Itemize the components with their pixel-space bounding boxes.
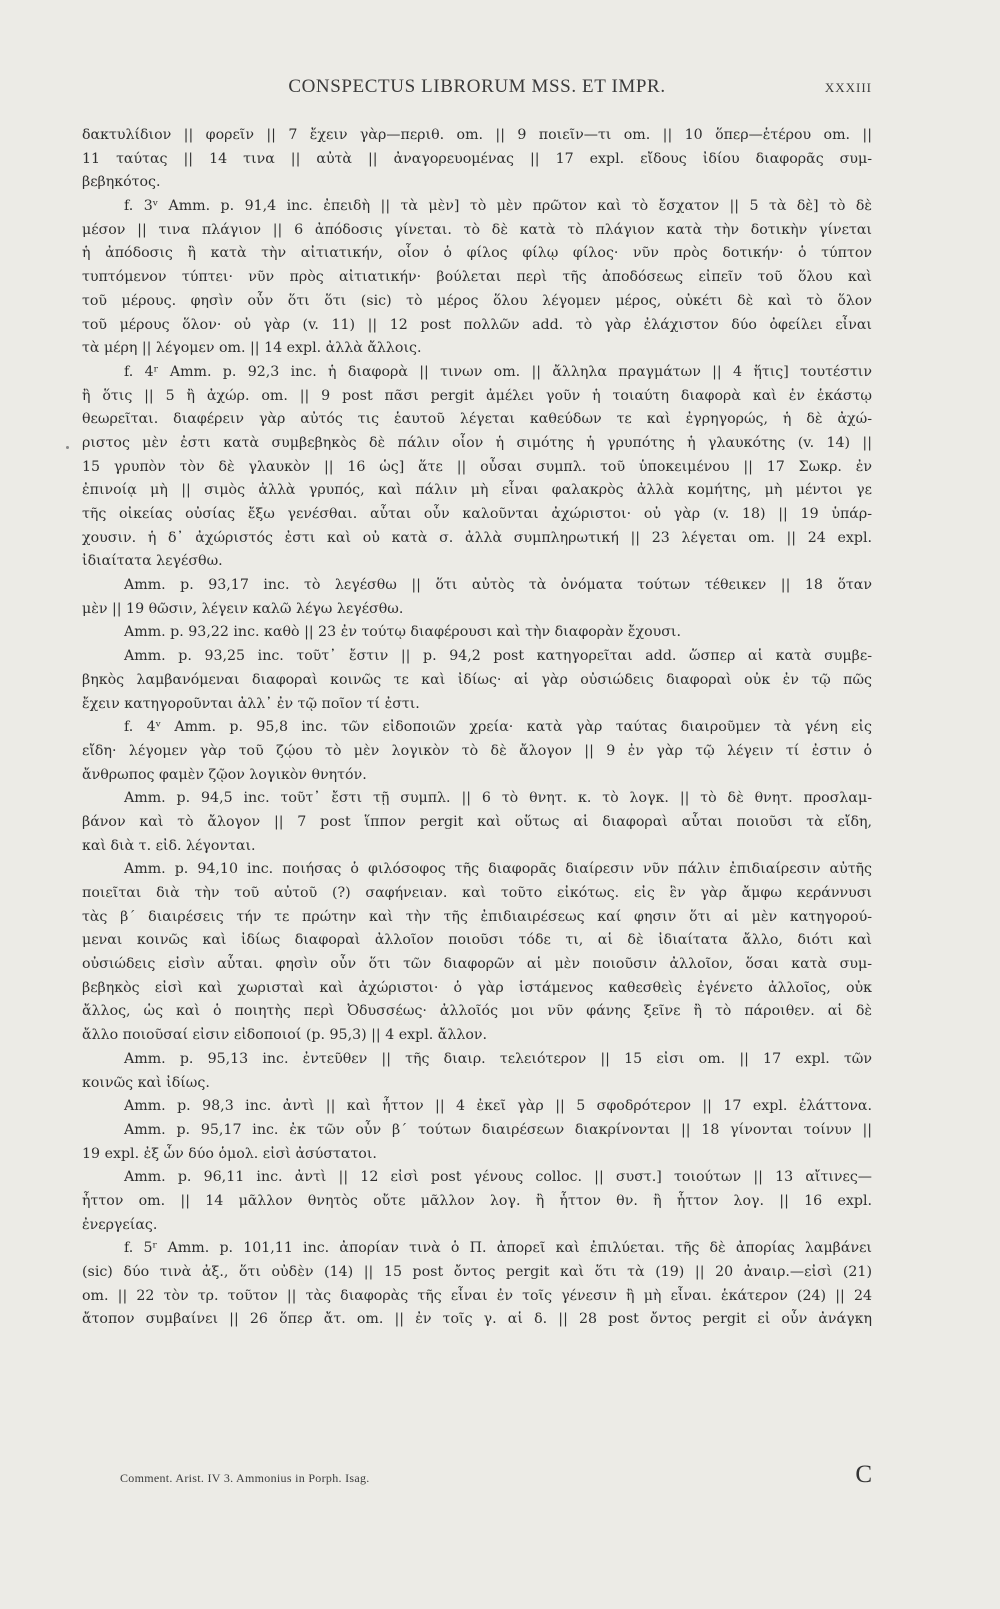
text-line: f. 4ᵛ Amm. p. 95,8 inc. τῶν εἰδοποιῶν χρεία· κατὰ γὰρ ταύτας διαιροῦμεν τὰ γένη εἰς (124, 719, 872, 736)
text-line: ἄλλο ποιοῦσαί εἰσιν εἰδοποιοί (p. 95,3) || 4 expl. ἄλλον. (82, 1027, 488, 1044)
signature-mark: C (855, 1461, 872, 1488)
text-line: ποιεῖται διὰ τὴν τοῦ αὐτοῦ (?) σαφήνειαν. καὶ τοῦτο εἰκότως. εἰς ἓν γὰρ ἄμφω κεράννυσι (82, 885, 872, 901)
text-line: f. 3ᵛ Amm. p. 91,4 inc. ἐπειδὴ || τὰ μὲν] τὸ μὲν πρῶτον καὶ τὸ ἔσχατον || 5 τὰ δὲ] τὸ δὲ (124, 198, 872, 215)
text-line: κοινῶς καὶ ἰδίως. (82, 1074, 210, 1091)
text-line: Amm. p. 94,10 inc. ποιήσας ὁ φιλόσοφος τῆς διαφορᾶς διαίρεσιν νῦν πάλιν ἐπιδιαίρεσιν αὐτῆς (124, 861, 872, 878)
text-line: χουσιν. ἡ δ᾽ ἀχώριστός ἐστι καὶ οὐ κατὰ σ. ἀλλὰ συμπληρωτική || 23 λέγεται om. || 24 expl. (82, 529, 872, 546)
text-line: εἴδη· λέγομεν γὰρ τοῦ ζῴου τὸ μὲν λογικὸν τὸ δὲ ἄλογον || 9 ἐν γὰρ τῷ λέγειν τί ἐστιν ὁ (82, 742, 872, 759)
text-line: ἡ ἀπόδοσις ἢ κατὰ τὴν αἰτιατικήν, οἷον ὁ φίλος φίλῳ φίλος· νῦν πρὸς δοτικήν· ὁ τύπτον (82, 245, 872, 262)
text-line: om. || 22 τὸν τρ. τοῦτον || τὰς διαφορὰς τῆς εἶναι ἐν τοῖς γένεσιν ἢ μὴ εἶναι. ἑκάτερον (24) || 24 (82, 1287, 872, 1304)
text-line: ριστος μὲν ἐστι κατὰ συμβεβηκὸς δὲ πάλιν οἷον ἡ σιμότης ἡ γρυπότης ἡ γλαυκότης (v. 14) || (82, 434, 872, 451)
text-line: ἢ ὅτις || 5 ἢ ἀχώρ. om. || 9 post πᾶσι pergit ἀμέλει γοῦν ἡ τοιαύτη διαφορὰ καὶ ἐν ἑκάστῳ (82, 387, 872, 404)
text-line: Amm. p. 95,13 inc. ἐντεῦθεν || τῆς διαιρ. τελειότερον || 15 εἰσι om. || 17 expl. τῶν (124, 1050, 872, 1067)
page-title: CONSPECTUS LIBRORUM MSS. ET IMPR. (288, 76, 666, 97)
text-line: Amm. p. 96,11 inc. ἀντὶ || 12 εἰσὶ post γένους colloc. || συστ.] τοιούτων || 13 αἴτινες— (124, 1169, 872, 1186)
text-line: βάνον καὶ τὸ ἄλογον || 7 post ἵππον pergit καὶ οὕτως αἱ διαφοραὶ αὗται ποιοῦσι τὰ εἴδη, (82, 813, 872, 830)
text-line: f. 4ʳ Amm. p. 92,3 inc. ἡ διαφορὰ || τινων om. || ἄλληλα πραγμάτων || 4 ἥτις] τουτέστιν (124, 363, 872, 380)
text-line: f. 5ʳ Amm. p. 101,11 inc. ἀπορίαν τινὰ ὁ Π. ἀπορεῖ καὶ ἐπιλύεται. τῆς δὲ ἀπορίας λαμβάνει (124, 1240, 872, 1257)
text-line: δακτυλίδιον || φορεῖν || 7 ἔχειν γὰρ—περιθ. om. || 9 ποιεῖν—τι om. || 10 ὅπερ—ἑτέρου om. || (82, 127, 872, 143)
text-line: ἧττον om. || 14 μᾶλλον θνητὸς οὔτε μᾶλλον λογ. ἢ ἧττον θν. ἢ ἧττον λογ. || 16 expl. (82, 1192, 872, 1209)
text-line: Amm. p. 95,17 inc. ἐκ τῶν οὖν β´ τούτων διαιρέσεων διακρίνονται || 18 γίνονται τοίνυν || (124, 1121, 872, 1138)
text-line: ἐνεργείας. (82, 1216, 158, 1233)
text-line: βηκὸς λαμβανόμεναι διαφοραὶ κοινῶς τε καὶ ἰδίως· αἱ γὰρ οὐσιώδεις διαφοραὶ οὐκ ἐν τῷ πῶς (82, 671, 872, 688)
text-line: ἄνθρωπος φαμὲν ζῷον λογικὸν θνητόν. (82, 766, 367, 783)
running-head (82, 76, 872, 100)
text-line: τοῦ μέρους. φησὶν οὖν ὅτι ὅτι (sic) τὸ μέρος ὅλου λέγομεν μέρος, οὐκέτι δὲ καὶ τὸ ὅλον (82, 292, 872, 309)
text-line: ἄλλος, ὡς καὶ ὁ ποιητὴς περὶ Ὀδυσσέως· ἀλλοῖός μοι νῦν φάνης ξεῖνε ἢ τὸ πάροιθεν. αἱ δὲ (82, 1003, 872, 1020)
apparatus-text (82, 124, 872, 1332)
text-line: τοῦ μέρους ὅλον· οὐ γὰρ (v. 11) || 12 post πολλῶν add. τὸ γὰρ ἐλάχιστον δύο ὀφείλει εἶναι (82, 316, 872, 333)
text-line: θεωρεῖται. διαφέρειν γὰρ αὐτός τις ἑαυτοῦ λέγεται καθεύδων τε καὶ ἐγρηγορώς, ἡ δὲ ἀχώ- (82, 411, 872, 428)
text-line: 11 ταύτας || 14 τινα || αὐτὰ || ἀναγορευομένας || 17 expl. εἴδους ἰδίου διαφορᾶς συμ- (82, 150, 872, 167)
text-line: ἔχειν κατηγοροῦνται ἀλλ᾽ ἐν τῷ ποῖον τί ἐστι. (82, 695, 420, 712)
text-line: (sic) δύο τινὰ ἀξ., ὅτι οὐδὲν (14) || 15 post ὄντος pergit καὶ ὅτι τὰ (19) || 20 ἀναιρ.—εἰσὶ (21) (82, 1264, 872, 1280)
text-line: Amm. p. 93,25 inc. τοῦτ᾽ ἔστιν || p. 94,2 post κατηγορεῖται add. ὥσπερ αἱ κατὰ συμβε- (124, 648, 872, 665)
text-line: Amm. p. 94,5 inc. τοῦτ᾽ ἔστι τῇ συμπλ. || 6 τὸ θνητ. κ. τὸ λογκ. || τὸ δὲ θνητ. προσλαμ- (124, 790, 872, 807)
page-number: XXXIII (824, 80, 872, 95)
text-line: βεβηκότος. (82, 174, 161, 191)
text-line: Amm. p. 93,17 inc. τὸ λεγέσθω || ὅτι αὐτὸς τὰ ὀνόματα τούτων τέθεικεν || 18 ὅταν (124, 577, 872, 594)
text-line: ἄτοπον συμβαίνει || 26 ὅπερ ἄτ. om. || ἐν τοῖς γ. αἱ δ. || 28 post ὄντος pergit εἰ οὖν ἀνάγκη (82, 1311, 872, 1328)
footer-note: Comment. Arist. IV 3. Ammonius in Porph. Isag. (120, 1471, 370, 1485)
text-line: βεβηκὸς εἰσὶ καὶ χωρισταὶ καὶ ἀχώριστοι· ὁ γὰρ ἱστάμενος καθεσθεὶς ἐγένετο ἀλλοῖος, οὐκ (82, 979, 872, 996)
text-line: 15 γρυπὸν τὸν δὲ γλαυκὸν || 16 ὡς] ἅτε || οὖσαι συμπλ. τοῦ ὑποκειμένου || 17 Σωκρ. ἐν (82, 458, 872, 475)
text-line: μὲν || 19 θῶσιν, λέγειν καλῶ λέγω λεγέσθω. (82, 600, 404, 617)
text-line: τὰ μέρη || λέγομεν om. || 14 expl. ἀλλὰ ἄλλοις. (82, 340, 422, 357)
text-line: τυπτόμενον τύπτει· νῦν πρὸς αἰτιατικήν· βούλεται περὶ τῆς ἀποδόσεως εἰπεῖν τοῦ ὅλου καὶ (82, 269, 872, 286)
text-line: Amm. p. 93,22 inc. καθὸ || 23 ἐν τούτῳ διαφέρουσι καὶ τὴν διαφορὰν ἔχουσι. (124, 624, 681, 641)
page-footer (120, 1461, 872, 1491)
text-line: οὐσιώδεις εἰσὶν αὗται. φησὶν οὖν ὅτι τῶν διαφορῶν αἱ μὲν ποιοῦσιν ἀλλοῖον, ὅσαι κατὰ συμ- (82, 956, 872, 973)
margin-mark (66, 446, 69, 449)
text-line: Amm. p. 98,3 inc. ἀντὶ || καὶ ἧττον || 4 ἐκεῖ γὰρ || 5 σφοδρότερον || 17 expl. ἐλάττονα. (124, 1098, 872, 1115)
text-line: μέσον || τινα πλάγιον || 6 ἀπόδοσις γίνεται. τὸ δὲ κατὰ τὸ πλάγιον κατὰ τὴν δοτικὴν γίνεται (82, 221, 872, 238)
text-line: ἐπινοίᾳ μὴ || σιμὸς ἀλλὰ γρυπός, καὶ πάλιν μὴ εἶναι φαλακρὸς ἀλλὰ κομήτης, μὴ μέντοι γε (82, 482, 872, 499)
text-line: καὶ διὰ τ. εἰδ. λέγονται. (82, 837, 256, 854)
text-line: μεναι κοινῶς καὶ ἰδίως διαφοραὶ ἀλλοῖον ποιοῦσι τόδε τι, αἱ δὲ ἰδιαίτατα ἄλλο, διότι καὶ (82, 932, 872, 949)
text-line: τῆς οἰκείας οὐσίας ἔξω γενέσθαι. αὗται οὖν καλοῦνται ἀχώριστοι· οὐ γὰρ (v. 18) || 19 ὑπάρ- (82, 506, 872, 522)
text-line: 19 expl. ἐξ ὧν δύο ὁμολ. εἰσὶ ἀσύστατοι. (82, 1145, 377, 1162)
text-line: τὰς β´ διαιρέσεις τήν τε πρώτην καὶ τὴν τῆς ἐπιδιαιρέσεως καί φησιν ὅτι αἱ μὲν κατηγορού- (82, 908, 872, 925)
text-line: ἰδιαίτατα λεγέσθω. (82, 553, 223, 570)
